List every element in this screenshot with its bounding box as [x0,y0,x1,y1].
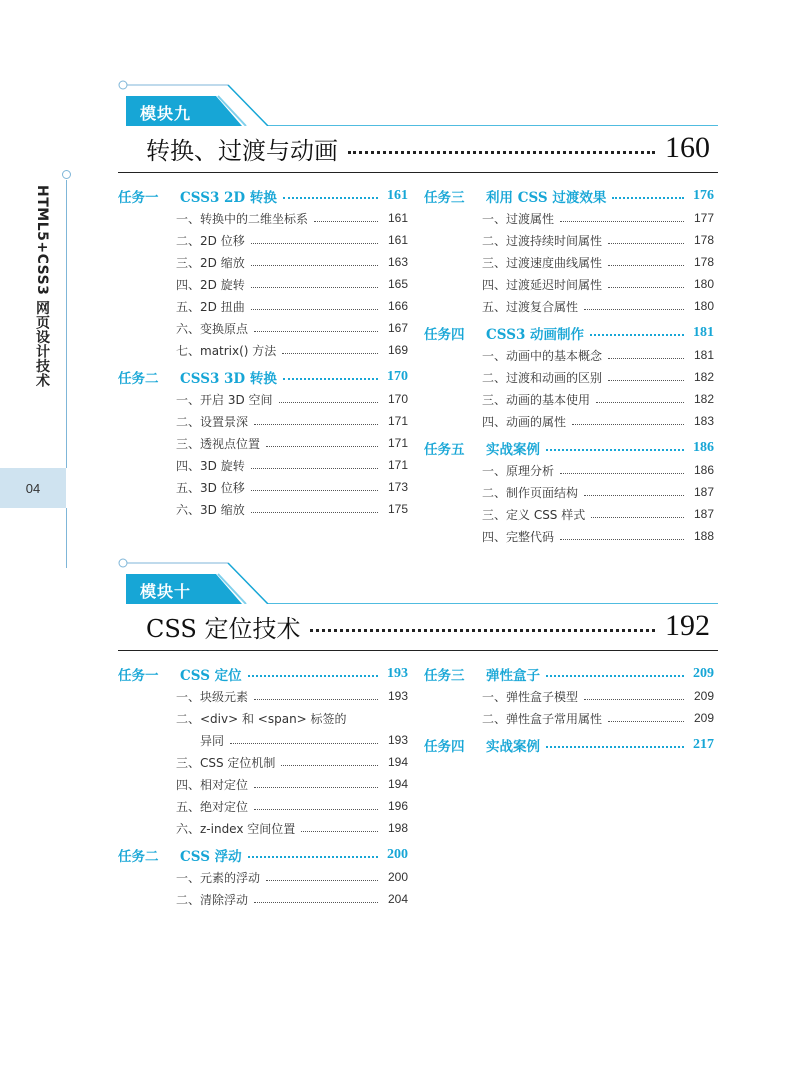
toc-item[interactable] [424,273,714,295]
item-page: 171 [387,458,408,472]
module-10 [118,558,718,910]
toc-task-entry[interactable] [118,663,408,685]
leader-dots [608,265,684,266]
leader-dots [590,334,684,336]
toc-task-entry[interactable] [424,663,714,685]
item-page: 161 [387,233,408,247]
leader-dots [310,629,655,632]
toc-item[interactable] [424,685,714,707]
leader-dots [254,699,378,700]
item-page: 171 [387,436,408,450]
toc-item[interactable] [424,388,714,410]
leader-dots [608,287,684,288]
task-number: 任务一 [118,668,159,684]
toc-item[interactable] [118,888,408,910]
item-page: 186 [693,463,714,477]
leader-dots [254,809,378,810]
item-page: 173 [387,480,408,494]
leader-dots [279,402,378,403]
item-page: 187 [693,507,714,521]
module-title: CSS 定位技术 [146,614,301,643]
leader-dots [254,331,378,332]
toc-column-right [424,658,714,910]
toc-task-entry[interactable] [424,437,714,459]
toc-column-right [424,180,714,547]
toc-item[interactable] [424,707,714,729]
toc-item[interactable] [118,707,408,729]
task-page: 193 [387,666,408,681]
module-page: 192 [665,609,710,642]
item-title: 一、动画中的基本概念 [482,348,603,363]
toc-item[interactable] [118,410,408,432]
item-title: 三、透视点位置 [176,436,261,451]
leader-dots [608,721,684,722]
leader-dots [254,902,378,903]
leader-dots [251,468,378,469]
item-title: 一、开启 3D 空间 [176,392,273,407]
toc-item[interactable] [118,388,408,410]
leader-dots [266,446,378,447]
toc-item[interactable] [118,795,408,817]
task-page: 209 [693,666,714,681]
toc-item[interactable] [118,339,408,361]
toc-item[interactable] [118,251,408,273]
toc-column-left [118,180,408,547]
task-number: 任务五 [424,442,465,458]
item-page: 194 [387,777,408,791]
leader-dots [251,287,378,288]
toc-item[interactable] [424,366,714,388]
item-page: 165 [387,277,408,291]
leader-dots [596,402,684,403]
item-title: 一、原理分析 [482,463,555,478]
leader-dots [248,856,378,858]
item-title: 五、2D 扭曲 [176,299,245,314]
item-page: 209 [693,711,714,725]
item-title: 二、弹性盒子常用属性 [482,711,603,726]
task-number: 任务一 [118,190,159,206]
leader-dots [301,831,378,832]
item-page: 183 [693,414,714,428]
task-number: 任务三 [424,668,465,684]
task-number: 任务四 [424,739,465,755]
leader-dots [560,221,684,222]
item-title: 四、相对定位 [176,777,249,792]
module-title-row[interactable] [118,126,718,170]
item-page: 209 [693,689,714,703]
toc-item[interactable] [118,476,408,498]
task-title: CSS3 3D 转换 [180,371,277,387]
module-header-decoration [118,80,718,126]
leader-dots [608,358,684,359]
task-title: 弹性盒子 [486,668,540,684]
task-page: 186 [693,440,714,455]
toc-item[interactable] [118,498,408,520]
module-title-row[interactable] [118,604,718,648]
item-title: 六、3D 缩放 [176,502,245,517]
item-title: 二、过渡持续时间属性 [482,233,603,248]
page-number: 04 [0,468,66,508]
leader-dots [283,197,378,199]
item-page: 180 [693,299,714,313]
task-number: 任务四 [424,327,465,343]
leader-dots [251,512,378,513]
item-page: 196 [387,799,408,813]
item-title: 一、过渡属性 [482,211,555,226]
item-page: 167 [387,321,408,335]
leader-dots [560,539,684,540]
toc-item[interactable] [118,751,408,773]
leader-dots [546,675,684,677]
book-title: HTML5+CSS3 网页设计技术 [34,185,50,388]
leader-dots [248,675,378,677]
item-title: 三、定义 CSS 样式 [482,507,586,522]
leader-dots [251,309,378,310]
item-title: 二、过渡和动画的区别 [482,370,603,385]
item-page: 194 [387,755,408,769]
item-page: 166 [387,299,408,313]
item-title: 三、过渡速度曲线属性 [482,255,603,270]
leader-dots [608,380,684,381]
module-header-decoration [118,558,718,604]
leader-dots [560,473,684,474]
item-title: 三、CSS 定位机制 [176,755,276,770]
toc-item[interactable] [118,432,408,454]
item-page: 200 [387,870,408,884]
task-page: 217 [693,737,714,752]
leader-dots [584,309,684,310]
toc-item[interactable] [118,817,408,839]
leader-dots [608,243,684,244]
leader-dots [546,746,684,748]
item-title: 四、3D 旋转 [176,458,245,473]
item-title: 四、完整代码 [482,529,555,544]
item-page: 175 [387,502,408,516]
item-title: 一、弹性盒子模型 [482,689,579,704]
item-page: 169 [387,343,408,357]
item-title: 三、2D 缩放 [176,255,245,270]
leader-dots [584,495,684,496]
item-page: 180 [693,277,714,291]
item-title: 五、绝对定位 [176,799,249,814]
module-badge: 模块十 [140,582,192,601]
toc-item[interactable] [118,773,408,795]
item-title: 七、matrix() 方法 [176,343,277,358]
item-page: 181 [693,348,714,362]
toc-item[interactable] [118,866,408,888]
toc-item[interactable] [118,729,408,751]
leader-dots [254,787,378,788]
task-page: 170 [387,369,408,384]
item-title: 二、设置景深 [176,414,249,429]
item-title: 一、块级元素 [176,689,249,704]
task-title: 实战案例 [486,442,540,458]
item-page: 163 [387,255,408,269]
task-number: 任务二 [118,371,159,387]
toc-item[interactable] [118,207,408,229]
toc-task-entry[interactable] [118,844,408,866]
item-page: 161 [387,211,408,225]
sidebar-dot [62,170,71,179]
task-title: 利用 CSS 过渡效果 [486,190,607,206]
task-page: 161 [387,188,408,203]
module-header [118,80,718,126]
module-header [118,558,718,604]
toc-task-entry[interactable] [118,366,408,388]
task-page: 181 [693,325,714,340]
item-title: 二、2D 位移 [176,233,245,248]
toc-item[interactable] [118,229,408,251]
leader-dots [251,490,378,491]
toc-task-entry[interactable] [118,185,408,207]
leader-dots [584,699,684,700]
leader-dots [612,197,684,199]
leader-dots [283,378,378,380]
item-page: 193 [387,733,408,747]
item-page: 178 [693,255,714,269]
item-page: 204 [387,892,408,906]
toc-item[interactable] [424,503,714,525]
item-page: 170 [387,392,408,406]
item-title: 二、清除浮动 [176,892,249,907]
toc-item[interactable] [424,459,714,481]
toc-item[interactable] [424,525,714,547]
toc-item[interactable] [118,317,408,339]
item-title: 二、<div> 和 <span> 标签的 [176,711,347,726]
item-page: 171 [387,414,408,428]
toc-columns [118,180,718,547]
toc-item[interactable] [118,454,408,476]
item-title: 四、过渡延迟时间属性 [482,277,603,292]
module-page: 160 [665,131,710,164]
leader-dots [546,449,684,451]
toc-item[interactable] [118,295,408,317]
item-page: 177 [693,211,714,225]
toc-task-entry[interactable] [424,734,714,756]
leader-dots [230,743,378,744]
leader-dots [251,265,378,266]
item-title: 二、制作页面结构 [482,485,579,500]
leader-dots [281,765,378,766]
item-title: 一、转换中的二维坐标系 [176,211,309,226]
item-title: 异同 [200,733,225,748]
toc-column-left [118,658,408,910]
toc-columns [118,658,718,910]
sidebar-line-bottom [66,508,67,568]
toc-item[interactable] [424,481,714,503]
module-title: 转换、过渡与动画 [146,136,338,165]
item-title: 四、2D 旋转 [176,277,245,292]
item-page: 178 [693,233,714,247]
item-title: 五、过渡复合属性 [482,299,579,314]
toc-item[interactable] [118,685,408,707]
toc-item[interactable] [424,207,714,229]
item-page: 188 [693,529,714,543]
item-title: 四、动画的属性 [482,414,567,429]
task-title: CSS 浮动 [180,849,242,865]
module-rule [118,172,718,173]
toc-item[interactable] [118,273,408,295]
sidebar-line-top [66,180,67,468]
leader-dots [348,151,655,154]
leader-dots [314,221,378,222]
task-title: CSS 定位 [180,668,242,684]
toc-task-entry[interactable] [424,322,714,344]
module-badge: 模块九 [140,104,192,123]
toc-task-entry[interactable] [424,185,714,207]
toc-item[interactable] [424,251,714,273]
task-title: CSS3 动画制作 [486,327,585,343]
item-page: 198 [387,821,408,835]
leader-dots [282,353,378,354]
toc-item[interactable] [424,410,714,432]
task-title: 实战案例 [486,739,540,755]
item-title: 六、变换原点 [176,321,249,336]
item-title: 一、元素的浮动 [176,870,261,885]
task-title: CSS3 2D 转换 [180,190,277,206]
leader-dots [266,880,378,881]
item-page: 182 [693,392,714,406]
toc-item[interactable] [424,344,714,366]
leader-dots [572,424,684,425]
leader-dots [591,517,684,518]
item-page: 182 [693,370,714,384]
toc-item[interactable] [424,229,714,251]
leader-dots [251,243,378,244]
task-page: 176 [693,188,714,203]
item-page: 193 [387,689,408,703]
item-title: 五、3D 位移 [176,480,245,495]
leader-dots [254,424,378,425]
item-title: 六、z-index 空间位置 [176,821,296,836]
task-page: 200 [387,847,408,862]
module-9 [118,80,718,547]
task-number: 任务二 [118,849,159,865]
item-title: 三、动画的基本使用 [482,392,591,407]
item-page: 187 [693,485,714,499]
toc-item[interactable] [424,295,714,317]
module-rule [118,650,718,651]
task-number: 任务三 [424,190,465,206]
